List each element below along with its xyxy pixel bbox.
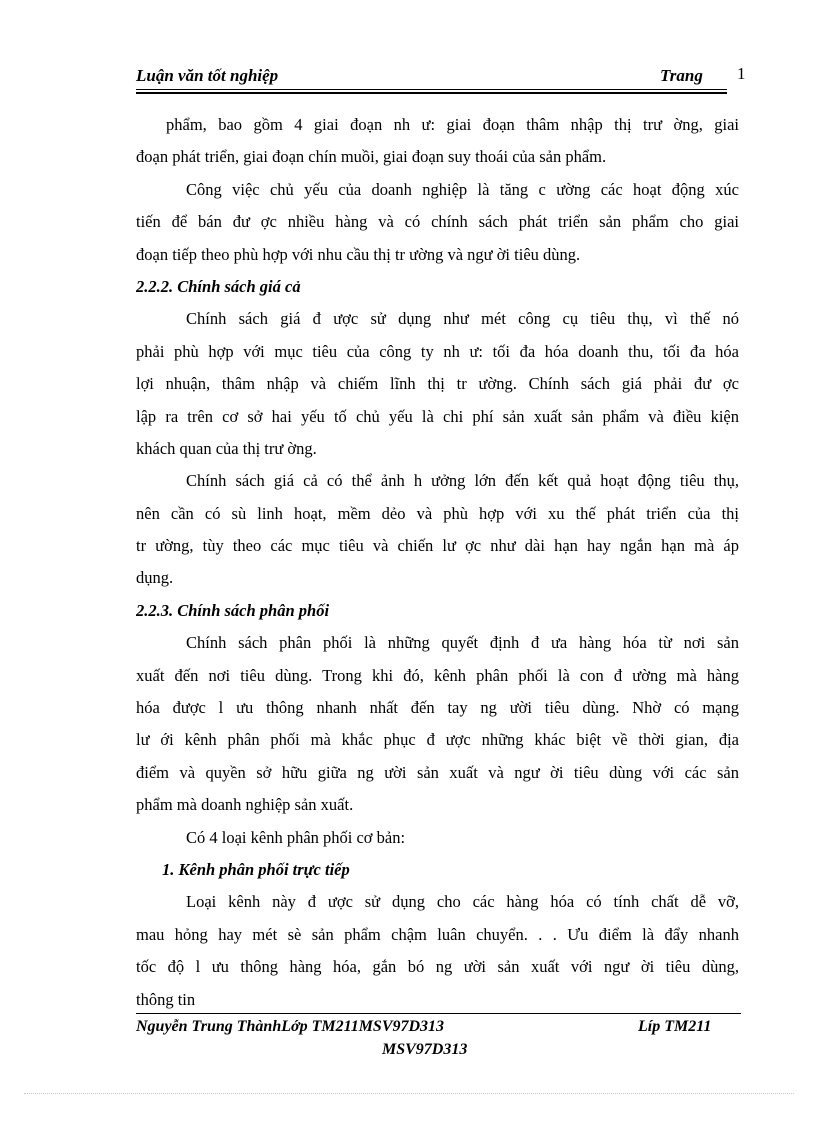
text-line: Chính sách phân phối là những quyết định đ ưa hàng hóa từ nơi sản xyxy=(186,633,739,653)
text-line: đoạn tiếp theo phù hợp với nhu cầu thị tr ường và ngư ời tiêu dùng. xyxy=(136,244,581,264)
text-line: Chính sách giá đ ược sử dụng như mét công cụ tiêu thụ, vì thế nó xyxy=(186,309,739,329)
text-line: lợi nhuận, thâm nhập và chiếm lĩnh thị tr ường. Chính sách giá phải đư ợc xyxy=(136,374,739,394)
page-number: 1 xyxy=(737,64,746,83)
text-line: lư ới kênh phân phối mà khắc phục đ ược những khác biệt về thời gian, địa xyxy=(136,730,739,750)
text-line: dụng. xyxy=(136,568,174,588)
text-line: Loại kênh này đ ược sử dụng cho các hàng hóa có tính chất dễ vỡ, xyxy=(186,892,739,912)
text-line: xuất đến nơi tiêu dùng. Trong khi đó, kênh phân phối là con đ ường mà hàng xyxy=(136,665,739,685)
text-line: phẩm mà doanh nghiệp sản xuất. xyxy=(136,795,354,815)
subheading-direct-channel: 1. Kênh phân phối trực tiếp xyxy=(162,859,350,879)
text-line: khách quan của thị trư ờng. xyxy=(136,438,317,458)
page-edge-dotted-line xyxy=(24,1093,794,1094)
section-heading-pricing: 2.2.2. Chính sách giá cả xyxy=(136,276,301,296)
text-line: điểm và quyền sở hữu giữa ng ười sản xuất và ngư ời tiêu dùng với các sản xyxy=(136,762,739,782)
text-line: đoạn phát triển, giai đoạn chín muồi, giai đoạn suy thoái của sản phẩm. xyxy=(136,147,607,167)
text-line: hóa được l ưu thông nhanh nhất đến tay ng ười tiêu dùng. Nhờ có mạng xyxy=(136,698,739,718)
text-line: Có 4 loại kênh phân phối cơ bản: xyxy=(186,827,406,847)
text-line: lập ra trên cơ sở hai yếu tố chủ yếu là chi phí sản xuất sản phẩm và điều kiện xyxy=(136,406,739,426)
running-header-page-label: Trang xyxy=(660,66,703,85)
running-header-title: Luận văn tốt nghiệp xyxy=(136,66,279,85)
text-line: Chính sách giá cả có thể ảnh h ưởng lớn đến kết quả hoạt động tiêu thụ, xyxy=(186,471,739,491)
header-rule-thick xyxy=(136,92,727,94)
text-line: tr ường, tùy theo các mục tiêu và chiến lư ợc như dài hạn hay ngắn hạn mà áp xyxy=(136,536,739,556)
section-heading-distribution: 2.2.3. Chính sách phân phối xyxy=(136,600,330,620)
text-line: phẩm, bao gồm 4 giai đoạn nh ư: giai đoạn thâm nhập thị trư ờng, giai xyxy=(166,115,739,134)
header-rule-thin xyxy=(136,89,727,90)
text-line: nên cần có sù linh hoạt, mềm dẻo và phù hợp với xu thế phát triển của thị xyxy=(136,503,739,523)
footer-author: Nguyễn Trung ThànhLớp TM211MSV97D313 xyxy=(136,1018,445,1035)
text-line: Công việc chủ yếu của doanh nghiệp là tăng c ường các hoạt động xúc xyxy=(186,179,739,199)
text-line: tốc độ l ưu thông hàng hóa, gắn bó ng ười sản xuất với ngư ời tiêu dùng, xyxy=(136,957,739,977)
text-line: thông tin xyxy=(136,989,196,1009)
footer-student-code: MSV97D313 xyxy=(382,1041,468,1058)
text-line: mau hỏng hay mét sè sản phẩm chậm luân chuyển. . . Ưu điểm là đẩy nhanh xyxy=(136,924,739,944)
text-line: phải phù hợp với mục tiêu của công ty nh ư: tối đa hóa doanh thu, tối đa hóa xyxy=(136,341,739,361)
footer-class: Líp TM211 xyxy=(638,1018,712,1035)
document-body xyxy=(136,109,739,1016)
footer-rule xyxy=(136,1013,741,1014)
text-line: tiến để bán đư ợc nhiều hàng và có chính sách phát triển sản phẩm cho giai xyxy=(136,212,739,232)
